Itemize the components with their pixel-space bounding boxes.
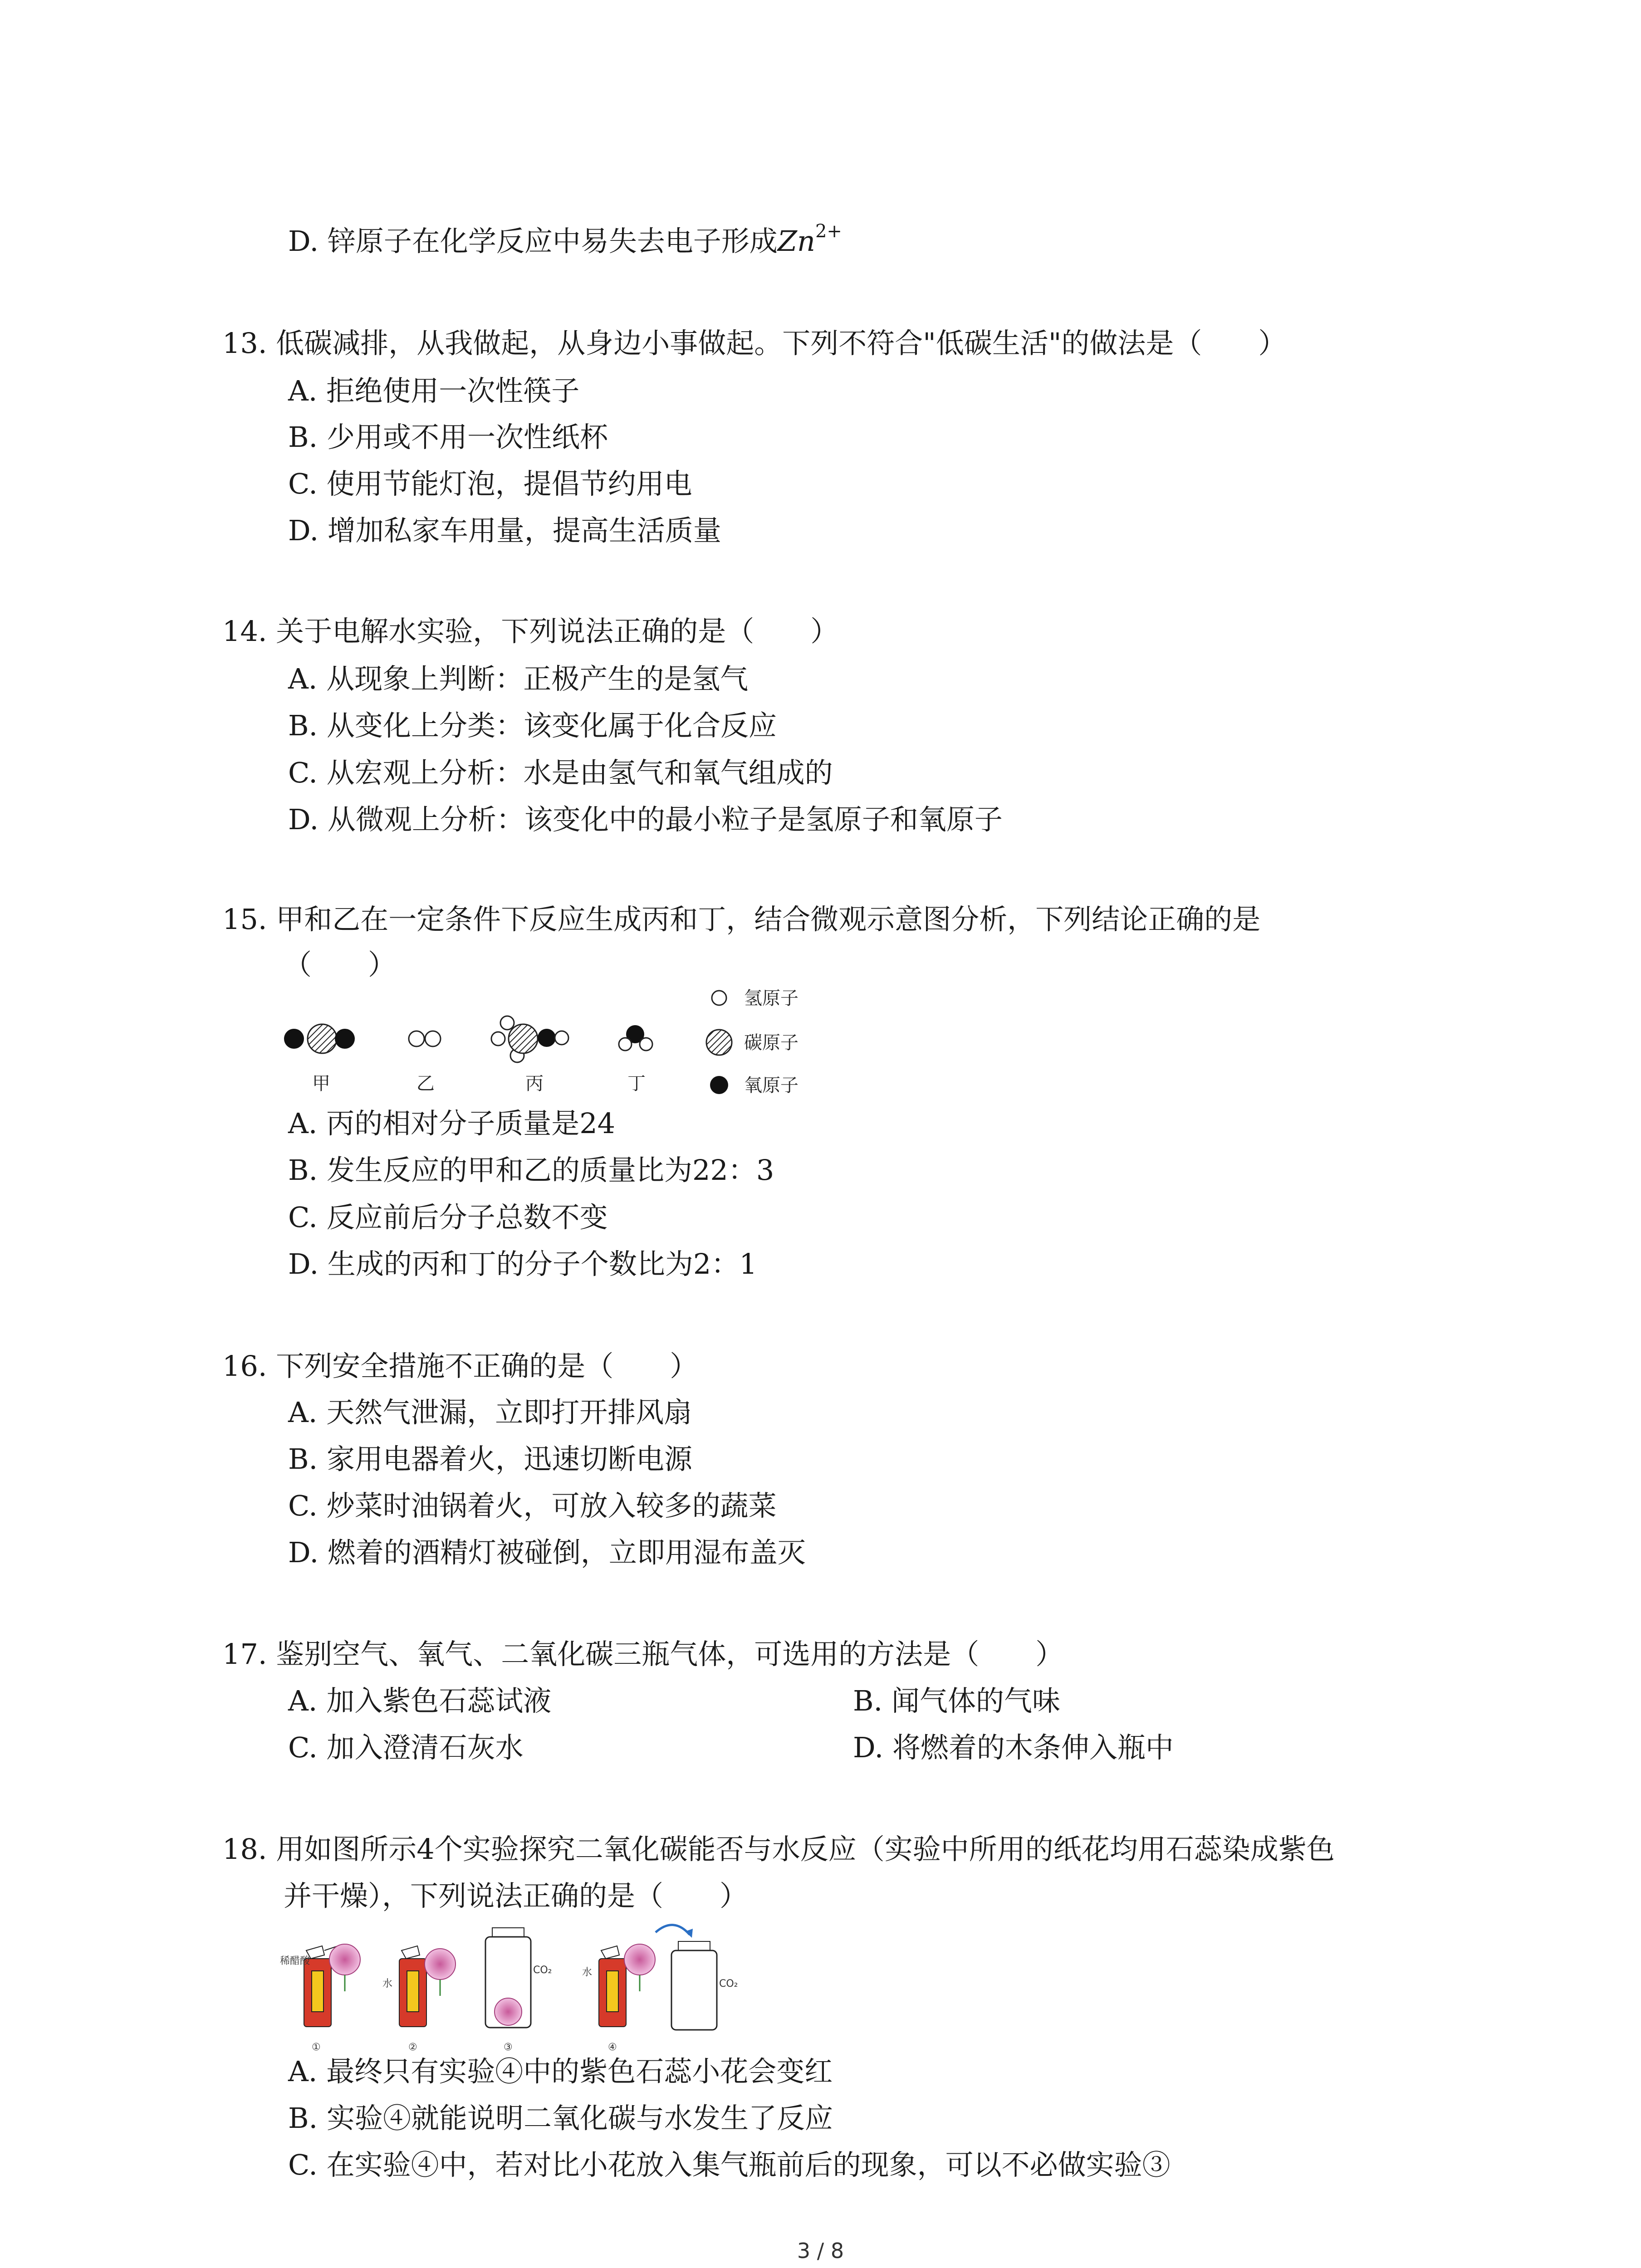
- legend-carbon: 碳原子: [744, 1032, 798, 1053]
- q15-option-d: D. 生成的丙和丁的分子个数比为2：1: [288, 1247, 757, 1281]
- label-bing: 丙: [525, 1073, 544, 1094]
- q15-stem: 15. 甲和乙在一定条件下反应生成丙和丁，结合微观示意图分析，下列结论正确的是: [222, 903, 1261, 936]
- q13-option-c: C. 使用节能灯泡，提倡节约用电: [288, 467, 692, 500]
- experiment-diagram: [279, 1919, 778, 2055]
- label-ding: 丁: [627, 1073, 646, 1094]
- gas-jar-4: [671, 1941, 717, 2030]
- q17-option-c: C. 加入澄清石灰水: [288, 1731, 524, 1764]
- q16-option-b: B. 家用电器着火，迅速切断电源: [288, 1442, 692, 1476]
- flower-3: [495, 1998, 522, 2025]
- q14-stem: 14. 关于电解水实验，下列说法正确的是（ ）: [222, 615, 839, 648]
- q14-option-c: C. 从宏观上分析：水是由氢气和氧气组成的: [288, 756, 833, 789]
- q17-stem: 17. 鉴别空气、氧气、二氧化碳三瓶气体，可选用的方法是（ ）: [222, 1637, 1064, 1671]
- molecule-jia: [284, 1024, 355, 1053]
- oxygen-legend-icon: [710, 1076, 728, 1094]
- spray-bottle-4: [599, 1946, 626, 2027]
- curved-arrow-icon: [656, 1925, 690, 1935]
- molecule-bing: [491, 1016, 568, 1062]
- q18-stem: 18. 用如图所示4个实验探究二氧化碳能否与水反应（实验中所用的纸花均用石蕊染成紫色: [222, 1833, 1335, 1866]
- q15-option-b: B. 发生反应的甲和乙的质量比为22：3: [288, 1154, 774, 1187]
- legend-oxygen: 氧原子: [744, 1075, 798, 1096]
- label-dilute-acetic-acid: 稀醋酸: [280, 1955, 310, 1967]
- flower-1: [329, 1944, 360, 1975]
- carbon-legend-icon: [706, 1030, 732, 1055]
- q14-option-b: B. 从变化上分类：该变化属于化合反应: [288, 709, 777, 742]
- q12-option-d-text: D. 锌原子在化学反应中易失去电子形成: [288, 225, 778, 258]
- q17-option-b: B. 闻气体的气味: [853, 1684, 1060, 1717]
- label-exp-3: ③: [504, 2042, 513, 2053]
- zinc-ion-charge: 2+: [815, 221, 842, 242]
- q15-option-a: A. 丙的相对分子质量是24: [288, 1107, 616, 1140]
- q12-option-d: [288, 221, 842, 258]
- q18-option-a: A. 最终只有实验④中的紫色石蕊小花会变红: [288, 2055, 833, 2088]
- q15-option-c: C. 反应前后分子总数不变: [288, 1201, 608, 1234]
- q14-option-a: A. 从现象上判断：正极产生的是氢气: [288, 662, 749, 695]
- hydrogen-legend-icon: [712, 991, 726, 1005]
- q16-option-d: D. 燃着的酒精灯被碰倒，立即用湿布盖灭: [288, 1536, 806, 1569]
- flower-4: [624, 1944, 655, 1975]
- q13-option-b: B. 少用或不用一次性纸杯: [288, 420, 608, 454]
- molecule-ding: [619, 1025, 652, 1051]
- spray-bottle-2: [399, 1946, 426, 2027]
- q18-option-c: C. 在实验④中，若对比小花放入集气瓶前后的现象，可以不必做实验③: [288, 2148, 1171, 2181]
- q16-stem: 16. 下列安全措施不正确的是（ ）: [222, 1349, 698, 1383]
- q13-option-d: D. 增加私家车用量，提高生活质量: [288, 514, 721, 547]
- q13-option-a: A. 拒绝使用一次性筷子: [288, 374, 580, 407]
- label-water-2: 水: [382, 1978, 393, 1989]
- zinc-ion-symbol: Zn: [777, 225, 815, 258]
- label-yi: 乙: [416, 1073, 435, 1094]
- label-exp-1: ①: [312, 2042, 321, 2053]
- page-number: 3 / 8: [797, 2239, 844, 2263]
- label-exp-4: ④: [608, 2042, 617, 2053]
- legend-hydrogen: 氢原子: [744, 988, 798, 1009]
- molecule-diagram: [272, 984, 862, 1111]
- q18-stem-continued: 并干燥），下列说法正确的是（ ）: [284, 1879, 748, 1912]
- flower-2: [425, 1949, 456, 1980]
- q15-paren: （ ）: [284, 948, 397, 981]
- label-co2-4: CO₂: [719, 1978, 738, 1989]
- q16-option-a: A. 天然气泄漏，立即打开排风扇: [288, 1396, 692, 1429]
- label-exp-2: ②: [408, 2042, 417, 2053]
- molecule-yi: [409, 1031, 441, 1046]
- q14-option-d: D. 从微观上分析：该变化中的最小粒子是氢原子和氧原子: [288, 803, 1003, 836]
- q18-option-b: B. 实验④就能说明二氧化碳与水发生了反应: [288, 2102, 833, 2135]
- q16-option-c: C. 炒菜时油锅着火，可放入较多的蔬菜: [288, 1489, 777, 1522]
- label-water-4: 水: [582, 1967, 593, 1978]
- label-jia: 甲: [312, 1073, 330, 1094]
- q17-option-a: A. 加入紫色石蕊试液: [288, 1684, 552, 1717]
- q17-option-d: D. 将燃着的木条伸入瓶中: [853, 1731, 1174, 1764]
- label-co2-3: CO₂: [533, 1965, 552, 1976]
- q13-stem: 13. 低碳减排，从我做起，从身边小事做起。下列不符合"低碳生活"的做法是（ ）: [222, 327, 1287, 360]
